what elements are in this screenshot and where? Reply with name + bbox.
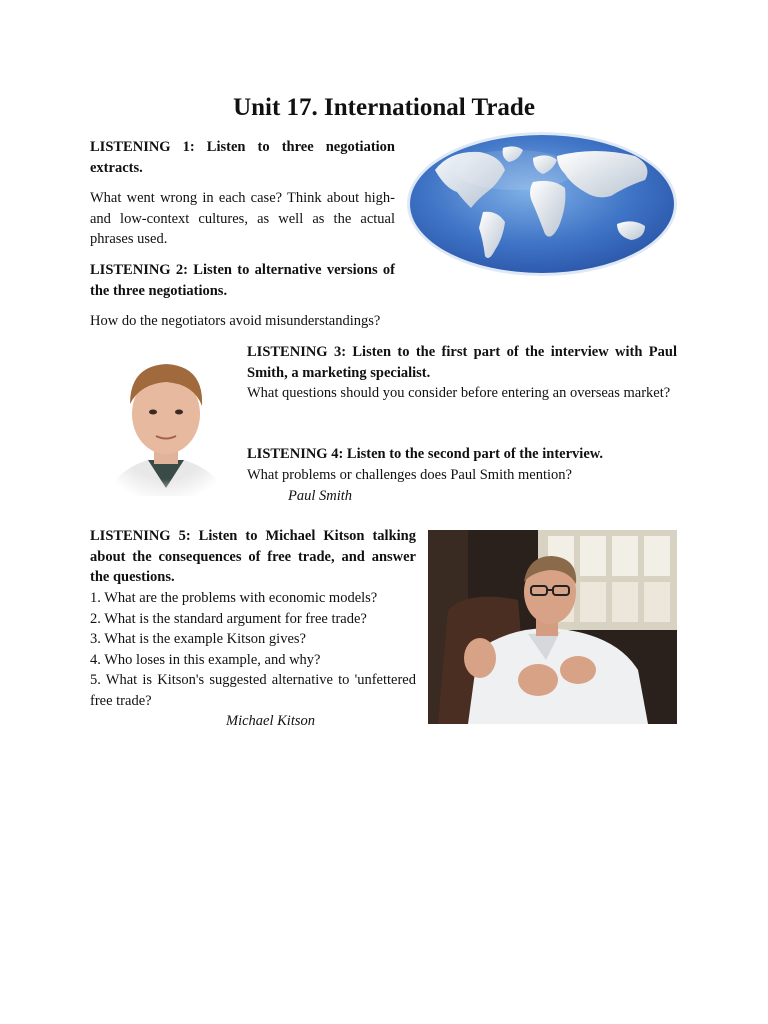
page-title: Unit 17. International Trade (233, 94, 535, 121)
listening3-heading: LISTENING 3: Listen to the first part of the interview with Paul Smith, a marketing specialist. (247, 344, 677, 381)
listening5-heading: LISTENING 5: Listen to Michael Kitson talking about the consequences of free trade, and answer the questions. (90, 528, 416, 585)
list-item: 5. What is Kitson's suggested alternative to 'unfettered free trade? (90, 672, 416, 709)
listening5-questions (90, 588, 416, 711)
listening1-question: What went wrong in each case? Think about high- and low-context cultures, as well as the actual phrases used. (90, 190, 395, 247)
listening4-question: What problems or challenges does Paul Smith mention? (247, 467, 572, 483)
listening4-heading: LISTENING 4: Listen to the second part of the interview. (247, 446, 604, 462)
michael-kitson-photo (428, 530, 677, 724)
listening3-question: What questions should you consider before entering an overseas market? (247, 385, 671, 401)
listening2-question: How do the negotiators avoid misunderstandings? (90, 313, 381, 329)
paul-smith-photo (96, 348, 236, 496)
michael-kitson-caption: Michael Kitson (226, 713, 316, 729)
world-map-image (405, 130, 679, 278)
list-item: 1. What are the problems with economic models? (90, 590, 378, 606)
paul-smith-caption: Paul Smith (288, 488, 353, 504)
listening2-heading: LISTENING 2: Listen to alternative versions of the three negotiations. (90, 262, 395, 299)
list-item: 4. Who loses in this example, and why? (90, 651, 321, 668)
listening1-heading: LISTENING 1: Listen to three negotiation extracts. (90, 139, 395, 176)
list-item: 2. What is the standard argument for free trade? (90, 610, 367, 627)
list-item: 3. What is the example Kitson gives? (90, 631, 306, 647)
